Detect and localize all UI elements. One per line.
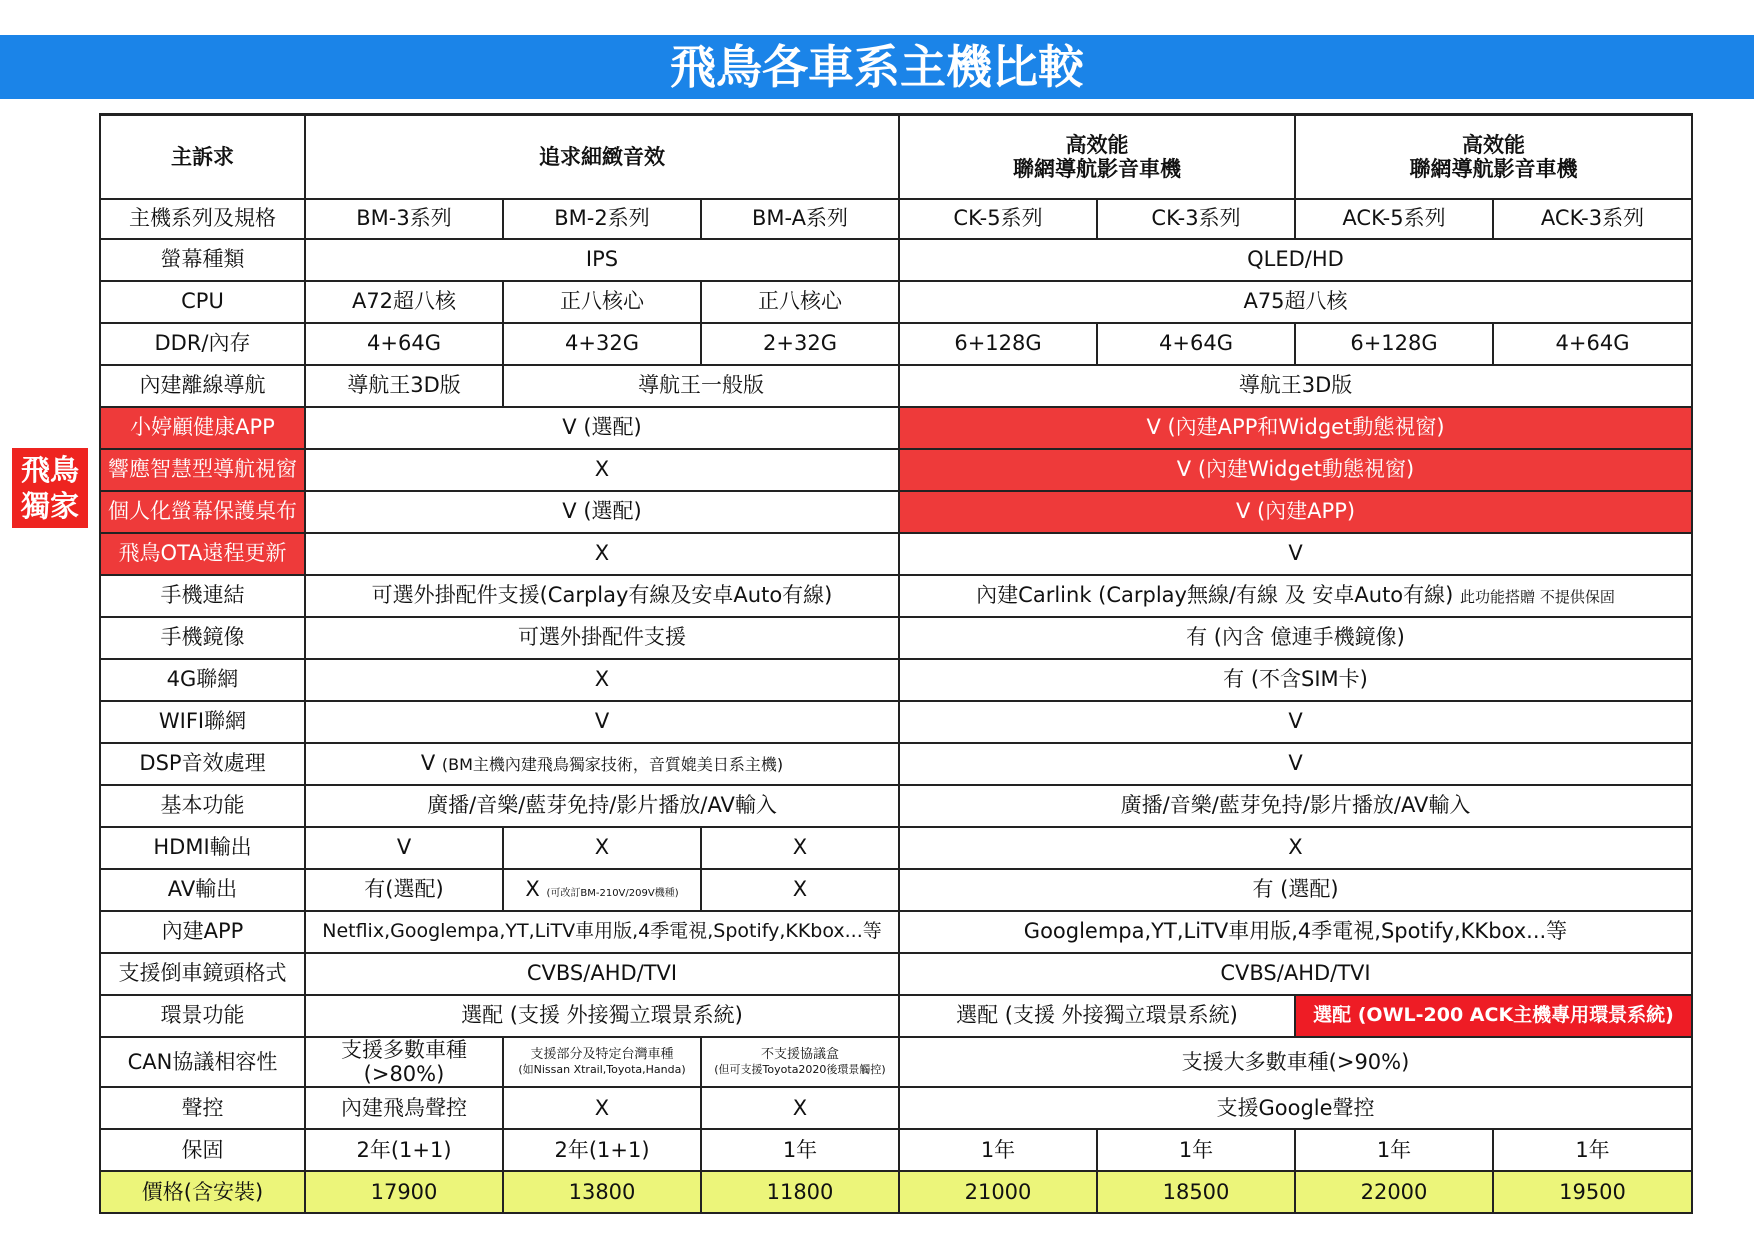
cell-ck-ack-group: 支援大多數車種(>90%) (899, 1037, 1692, 1087)
cell-bm3: 導航王3D版 (305, 365, 503, 407)
cell-bm-group: X (305, 449, 899, 491)
cell-bm2-bma: 導航王一般版 (503, 365, 899, 407)
row-label-exclusive: 飛鳥OTA遠程更新 (100, 533, 305, 575)
cell-bm3: A72超八核 (305, 281, 503, 323)
row-series (100, 199, 1692, 239)
row-label: 手機連結 (100, 575, 305, 617)
row-label: AV輸出 (100, 869, 305, 911)
cell-bm2 (503, 869, 701, 911)
cell-bm2: BM-2系列 (503, 199, 701, 239)
cell-bm-group (305, 743, 899, 785)
row-smartnav (100, 449, 1692, 491)
row-hdmi (100, 827, 1692, 869)
cell-bma: 正八核心 (701, 281, 899, 323)
row-mirror (100, 617, 1692, 659)
row-label-exclusive: 響應智慧型導航視窗 (100, 449, 305, 491)
cell-bm3: 支援多數車種(>80%) (305, 1037, 503, 1087)
dsp-value: V (420, 751, 436, 776)
row-can (100, 1037, 1692, 1087)
cell-ck-ack-group-highlight: V (內建APP) (899, 491, 1692, 533)
exclusive-badge-line1: 飛鳥 (20, 453, 79, 487)
cell-ck-ack-group: X (899, 827, 1692, 869)
cell-ck-ack-group: V (899, 533, 1692, 575)
cell-ack-group-highlight: 選配 (OWL-200 ACK主機專用環景系統) (1295, 995, 1692, 1037)
row-label: 主機系列及規格 (100, 199, 305, 239)
cell-bm2: 13800 (503, 1171, 701, 1213)
row-dsp (100, 743, 1692, 785)
cell-ck5: 21000 (899, 1171, 1097, 1213)
cell-bm3: BM-3系列 (305, 199, 503, 239)
row-basic (100, 785, 1692, 827)
row-phone-link (100, 575, 1692, 617)
row-cpu (100, 281, 1692, 323)
row-label: 內建離線導航 (100, 365, 305, 407)
cell-ck-ack-group: 有 (不含SIM卡) (899, 659, 1692, 701)
cell-bm3: V (305, 827, 503, 869)
cell-ck-ack-group: 支援Google聲控 (899, 1087, 1692, 1129)
cell-ck-ack-group-highlight: V (內建Widget動態視窗) (899, 449, 1692, 491)
row-screen (100, 239, 1692, 281)
row-price (100, 1171, 1692, 1213)
can-bma-line2: (但可支援Toyota2020後環景觸控) (714, 1062, 886, 1076)
can-bma-line1: 不支援協議盒 (760, 1047, 839, 1063)
cell-ck3: 18500 (1097, 1171, 1295, 1213)
row-camera (100, 953, 1692, 995)
av-out-bm2-note: (可改訂BM-210V/209V機種) (546, 888, 679, 900)
can-bm2-line1: 支援部分及特定台灣車種 (530, 1047, 674, 1063)
cell-bm3: 2年(1+1) (305, 1129, 503, 1171)
header-group-performance-ck (899, 115, 1295, 199)
row-label: 內建APP (100, 911, 305, 953)
cell-bm2 (503, 1037, 701, 1087)
cell-bm-group: 廣播/音樂/藍芽免持/影片播放/AV輸入 (305, 785, 899, 827)
cell-ck3: 4+64G (1097, 323, 1295, 365)
exclusive-badge (12, 448, 88, 528)
cell-bm-group: 可選外掛配件支援 (305, 617, 899, 659)
row-label: 支援倒車鏡頭格式 (100, 953, 305, 995)
cell-ck3: 1年 (1097, 1129, 1295, 1171)
row-nav (100, 365, 1692, 407)
cell-bm-group: X (305, 659, 899, 701)
row-label: 4G聯網 (100, 659, 305, 701)
cell-bma: 2+32G (701, 323, 899, 365)
cell-ack3: 1年 (1493, 1129, 1692, 1171)
page-title: 飛鳥各車系主機比較 (0, 35, 1754, 99)
row-label: HDMI輸出 (100, 827, 305, 869)
cell-bma: BM-A系列 (701, 199, 899, 239)
cell-bma: X (701, 827, 899, 869)
cell-ack3: 19500 (1493, 1171, 1692, 1213)
cell-ack3: ACK-3系列 (1493, 199, 1692, 239)
cell-ack3: 4+64G (1493, 323, 1692, 365)
cell-bma: X (701, 1087, 899, 1129)
cell-bm-group: V (305, 701, 899, 743)
cell-bm3: 內建飛鳥聲控 (305, 1087, 503, 1129)
cell-ck-ack-group: QLED/HD (899, 239, 1692, 281)
row-ota (100, 533, 1692, 575)
row-apps (100, 911, 1692, 953)
cell-bm-group: Netflix,Googlempa,YT,LiTV車用版,4季電視,Spotify,KKbox...等 (305, 911, 899, 953)
row-label: 價格(含安裝) (100, 1171, 305, 1213)
header-row (100, 115, 1692, 199)
cell-bm-group: X (305, 533, 899, 575)
cell-ck5: 1年 (899, 1129, 1097, 1171)
row-ddr (100, 323, 1692, 365)
cell-ck-ack-group (899, 575, 1692, 617)
row-label: 手機鏡像 (100, 617, 305, 659)
av-out-bm2-value: X (525, 877, 540, 902)
row-label: DSP音效處理 (100, 743, 305, 785)
cell-ck-ack-group: A75超八核 (899, 281, 1692, 323)
cell-ck-ack-group: 廣播/音樂/藍芽免持/影片播放/AV輸入 (899, 785, 1692, 827)
row-screensaver (100, 491, 1692, 533)
cell-bm-group: 可選外掛配件支援(Carplay有線及安卓Auto有線) (305, 575, 899, 617)
cell-bma: 11800 (701, 1171, 899, 1213)
header-ack-line2: 聯網導航影音車機 (1409, 156, 1578, 181)
cell-ck5: 6+128G (899, 323, 1097, 365)
cell-ck5: CK-5系列 (899, 199, 1097, 239)
row-warranty (100, 1129, 1692, 1171)
cell-bm3: 17900 (305, 1171, 503, 1213)
cell-bma: X (701, 869, 899, 911)
header-ck-line1: 高效能 (1065, 132, 1129, 157)
dsp-note: (BM主機內建飛鳥獨家技術，音質媲美日系主機) (441, 755, 784, 775)
header-ck-line2: 聯網導航影音車機 (1013, 156, 1181, 181)
row-label: 聲控 (100, 1087, 305, 1129)
cell-bma (701, 1037, 899, 1087)
row-wifi (100, 701, 1692, 743)
row-surround (100, 995, 1692, 1037)
row-label: CPU (100, 281, 305, 323)
header-label: 主訴求 (100, 115, 305, 199)
cell-bma: 1年 (701, 1129, 899, 1171)
cell-ck-ack-group: 有 (選配) (899, 869, 1692, 911)
row-label: CAN協議相容性 (100, 1037, 305, 1087)
row-av-out (100, 869, 1692, 911)
cell-bm2: X (503, 827, 701, 869)
header-group-audio: 追求細緻音效 (305, 115, 899, 199)
cell-ck-ack-group: 有 (內含 億連手機鏡像) (899, 617, 1692, 659)
cell-ck-ack-group: 導航王3D版 (899, 365, 1692, 407)
cell-ck-ack-group-highlight: V (內建APP和Widget動態視窗) (899, 407, 1692, 449)
cell-bm3: 有(選配) (305, 869, 503, 911)
cell-ck3: CK-3系列 (1097, 199, 1295, 239)
exclusive-badge-line2: 獨家 (20, 489, 79, 523)
cell-bm2: 4+32G (503, 323, 701, 365)
cell-bm-group: 選配 (支援 外接獨立環景系統) (305, 995, 899, 1037)
cell-bm2: X (503, 1087, 701, 1129)
cell-bm-group: V (選配) (305, 491, 899, 533)
row-label: WIFI聯網 (100, 701, 305, 743)
can-bm2-line2: (如Nissan Xtrail,Toyota,Handa) (518, 1062, 686, 1076)
cell-ck-ack-group: CVBS/AHD/TVI (899, 953, 1692, 995)
row-voice (100, 1087, 1692, 1129)
phone-link-text: 內建Carlink (Carplay無線/有線 及 安卓Auto有線) (976, 583, 1454, 608)
cell-ck-ack-group: V (899, 701, 1692, 743)
cell-ck-ack-group: V (899, 743, 1692, 785)
cell-bm-group: V (選配) (305, 407, 899, 449)
cell-bm3: 4+64G (305, 323, 503, 365)
cell-ck-ack-group: Googlempa,YT,LiTV車用版,4季電視,Spotify,KKbox...等 (899, 911, 1692, 953)
row-label-exclusive: 個人化螢幕保護桌布 (100, 491, 305, 533)
cell-ack5: 6+128G (1295, 323, 1493, 365)
cell-bm-group: CVBS/AHD/TVI (305, 953, 899, 995)
row-label: 螢幕種類 (100, 239, 305, 281)
row-4g (100, 659, 1692, 701)
cell-bm2: 正八核心 (503, 281, 701, 323)
row-label: 保固 (100, 1129, 305, 1171)
row-label: 基本功能 (100, 785, 305, 827)
cell-ack5: ACK-5系列 (1295, 199, 1493, 239)
row-label-exclusive: 小婷顧健康APP (100, 407, 305, 449)
row-label: DDR/內存 (100, 323, 305, 365)
cell-bm2: 2年(1+1) (503, 1129, 701, 1171)
header-ack-line1: 高效能 (1462, 132, 1525, 157)
cell-ack5: 22000 (1295, 1171, 1493, 1213)
cell-ck-group: 選配 (支援 外接獨立環景系統) (899, 995, 1295, 1037)
row-label: 環景功能 (100, 995, 305, 1037)
comparison-table (99, 113, 1693, 1214)
row-health (100, 407, 1692, 449)
header-group-performance-ack (1295, 115, 1692, 199)
cell-bm-group: IPS (305, 239, 899, 281)
cell-ack5: 1年 (1295, 1129, 1493, 1171)
phone-link-note: 此功能搭贈 不提供保固 (1460, 588, 1615, 607)
